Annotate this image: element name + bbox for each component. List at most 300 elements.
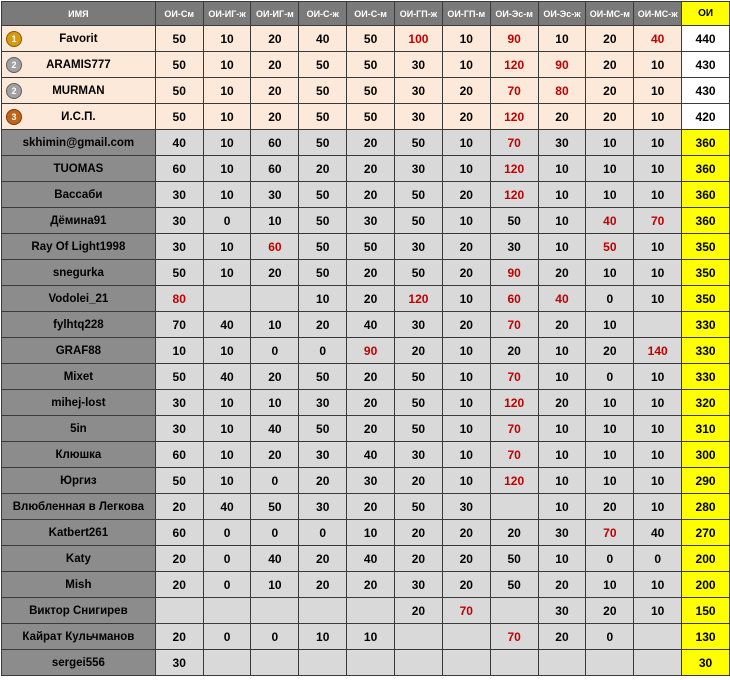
score-cell: 10 <box>634 104 682 130</box>
score-cell: 60 <box>251 130 299 156</box>
table-row <box>2 26 730 52</box>
score-cell: 10 <box>203 52 251 78</box>
score-cell: 70 <box>155 312 203 338</box>
score-cell: 10 <box>203 442 251 468</box>
score-cell: 10 <box>538 182 586 208</box>
score-cell: 20 <box>490 338 538 364</box>
score-cell: 20 <box>155 494 203 520</box>
score-cell: 50 <box>155 468 203 494</box>
score-cell: 10 <box>586 156 634 182</box>
col-header-oi-gp-zh: ОИ-ГП-ж <box>395 2 443 26</box>
player-name-text: И.С.П. <box>61 110 96 123</box>
score-cell: 20 <box>442 572 490 598</box>
total-cell: 330 <box>682 338 730 364</box>
table-row <box>2 234 730 260</box>
leaderboard <box>1 1 730 676</box>
score-cell: 120 <box>395 286 443 312</box>
score-cell: 20 <box>395 520 443 546</box>
score-cell: 50 <box>299 234 347 260</box>
score-cell: 10 <box>634 78 682 104</box>
score-cell: 20 <box>347 286 395 312</box>
score-cell <box>442 624 490 650</box>
score-cell: 20 <box>490 520 538 546</box>
table-row <box>2 286 730 312</box>
score-cell: 120 <box>490 182 538 208</box>
score-cell: 20 <box>586 78 634 104</box>
score-cell: 20 <box>347 156 395 182</box>
table-row <box>2 130 730 156</box>
score-cell: 90 <box>538 52 586 78</box>
score-cell: 10 <box>634 494 682 520</box>
score-cell <box>203 598 251 624</box>
score-cell: 20 <box>347 364 395 390</box>
score-cell: 10 <box>586 416 634 442</box>
score-cell: 20 <box>347 494 395 520</box>
score-cell: 20 <box>299 572 347 598</box>
score-cell <box>299 598 347 624</box>
score-cell <box>347 650 395 676</box>
score-cell: 20 <box>586 598 634 624</box>
score-cell: 10 <box>251 572 299 598</box>
score-cell: 0 <box>251 520 299 546</box>
player-name-text: skhimin@gmail.com <box>22 136 135 149</box>
score-cell: 10 <box>634 364 682 390</box>
score-cell: 80 <box>538 78 586 104</box>
score-cell: 140 <box>634 338 682 364</box>
player-name <box>2 52 156 78</box>
table-row <box>2 182 730 208</box>
player-name <box>2 520 156 546</box>
player-name-text: Кайрат Кульчманов <box>22 630 135 643</box>
score-cell: 10 <box>634 572 682 598</box>
score-cell: 10 <box>203 130 251 156</box>
score-cell: 120 <box>490 52 538 78</box>
score-cell: 30 <box>155 390 203 416</box>
score-cell: 10 <box>155 338 203 364</box>
player-name <box>2 442 156 468</box>
score-cell: 40 <box>538 286 586 312</box>
score-cell: 50 <box>155 52 203 78</box>
score-cell: 20 <box>347 182 395 208</box>
total-cell: 350 <box>682 234 730 260</box>
score-cell <box>203 650 251 676</box>
table-row <box>2 572 730 598</box>
col-header-oi-ig-zh: ОИ-ИГ-ж <box>203 2 251 26</box>
score-cell: 10 <box>251 312 299 338</box>
player-name-text: Влюбленная в Легкова <box>12 500 145 513</box>
player-name <box>2 130 156 156</box>
score-cell: 40 <box>203 494 251 520</box>
score-cell: 20 <box>347 130 395 156</box>
score-cell: 10 <box>442 468 490 494</box>
score-cell <box>203 286 251 312</box>
score-cell: 30 <box>395 78 443 104</box>
player-name <box>2 598 156 624</box>
total-cell: 130 <box>682 624 730 650</box>
score-cell: 10 <box>538 442 586 468</box>
player-name-text: GRAF88 <box>55 344 102 357</box>
score-cell: 10 <box>251 390 299 416</box>
score-cell: 70 <box>490 312 538 338</box>
score-cell: 10 <box>347 520 395 546</box>
score-cell: 90 <box>490 26 538 52</box>
score-cell: 10 <box>586 182 634 208</box>
score-cell: 50 <box>490 546 538 572</box>
total-cell: 360 <box>682 208 730 234</box>
score-cell: 20 <box>442 260 490 286</box>
table-row <box>2 156 730 182</box>
score-cell: 0 <box>299 520 347 546</box>
score-cell: 70 <box>586 520 634 546</box>
score-cell: 20 <box>347 416 395 442</box>
player-name-text: fylhtq228 <box>53 318 104 331</box>
score-cell: 0 <box>251 338 299 364</box>
player-name-text: Favorit <box>59 32 98 45</box>
score-cell: 10 <box>538 26 586 52</box>
score-cell: 30 <box>299 494 347 520</box>
player-name-text: Вассаби <box>54 188 103 201</box>
score-cell: 10 <box>634 416 682 442</box>
score-cell: 70 <box>634 208 682 234</box>
score-cell: 20 <box>251 442 299 468</box>
total-cell: 420 <box>682 104 730 130</box>
score-cell: 50 <box>395 416 443 442</box>
player-name <box>2 182 156 208</box>
score-cell: 30 <box>395 104 443 130</box>
score-cell: 70 <box>490 416 538 442</box>
score-cell: 10 <box>203 234 251 260</box>
table-row <box>2 416 730 442</box>
score-cell: 70 <box>490 130 538 156</box>
score-cell: 30 <box>395 442 443 468</box>
score-cell: 50 <box>299 260 347 286</box>
col-header-oi-s-zh: ОИ-С-ж <box>299 2 347 26</box>
score-cell: 50 <box>299 130 347 156</box>
player-name-text: Vodolei_21 <box>48 292 109 305</box>
score-cell: 0 <box>299 338 347 364</box>
score-cell: 30 <box>155 208 203 234</box>
score-cell: 20 <box>251 104 299 130</box>
score-cell <box>347 598 395 624</box>
score-cell: 120 <box>490 468 538 494</box>
score-cell: 10 <box>634 156 682 182</box>
score-cell: 30 <box>395 234 443 260</box>
score-cell: 30 <box>395 52 443 78</box>
player-name <box>2 468 156 494</box>
player-name <box>2 156 156 182</box>
player-name-text: snegurka <box>52 266 104 279</box>
col-header-oi-es-zh: ОИ-Эс-ж <box>538 2 586 26</box>
score-cell: 40 <box>347 442 395 468</box>
score-cell: 40 <box>251 546 299 572</box>
score-cell: 10 <box>634 260 682 286</box>
score-cell: 40 <box>155 130 203 156</box>
score-cell: 20 <box>586 52 634 78</box>
total-cell: 310 <box>682 416 730 442</box>
player-name <box>2 572 156 598</box>
score-cell: 10 <box>634 286 682 312</box>
col-header-total: ОИ <box>682 2 730 26</box>
score-cell: 70 <box>490 442 538 468</box>
score-cell <box>490 494 538 520</box>
score-cell: 90 <box>347 338 395 364</box>
player-name-text: TUOMAS <box>53 162 104 175</box>
score-cell <box>251 598 299 624</box>
score-cell: 30 <box>395 572 443 598</box>
total-cell: 150 <box>682 598 730 624</box>
score-cell: 30 <box>251 182 299 208</box>
score-cell: 20 <box>586 494 634 520</box>
score-cell: 50 <box>395 494 443 520</box>
score-cell: 70 <box>442 598 490 624</box>
player-name <box>2 26 156 52</box>
score-cell: 20 <box>538 260 586 286</box>
header-row <box>2 2 730 26</box>
score-cell: 40 <box>251 416 299 442</box>
score-cell: 60 <box>251 156 299 182</box>
score-cell: 10 <box>203 260 251 286</box>
score-cell: 60 <box>251 234 299 260</box>
score-cell: 50 <box>299 416 347 442</box>
score-cell: 50 <box>490 208 538 234</box>
score-cell: 20 <box>395 338 443 364</box>
score-cell: 30 <box>347 208 395 234</box>
col-header-oi-es-m: ОИ-Эс-м <box>490 2 538 26</box>
total-cell: 300 <box>682 442 730 468</box>
score-cell: 10 <box>538 338 586 364</box>
col-header-oi-ms-m: ОИ-МС-м <box>586 2 634 26</box>
score-cell: 40 <box>586 208 634 234</box>
score-cell: 20 <box>155 624 203 650</box>
score-cell: 0 <box>203 624 251 650</box>
table-row <box>2 624 730 650</box>
medal-icon: 3 <box>6 109 22 125</box>
score-cell: 10 <box>538 416 586 442</box>
total-cell: 440 <box>682 26 730 52</box>
score-cell: 10 <box>538 468 586 494</box>
score-cell: 10 <box>203 390 251 416</box>
player-name-text: Юргиз <box>60 474 97 487</box>
score-cell: 60 <box>155 442 203 468</box>
player-name <box>2 494 156 520</box>
score-cell: 20 <box>538 390 586 416</box>
score-cell: 10 <box>538 234 586 260</box>
score-cell: 10 <box>442 286 490 312</box>
score-cell: 10 <box>203 104 251 130</box>
score-cell: 20 <box>538 104 586 130</box>
score-cell: 20 <box>251 260 299 286</box>
score-cell <box>251 286 299 312</box>
score-cell: 120 <box>490 104 538 130</box>
player-name-text: Mixet <box>63 370 94 383</box>
score-cell: 50 <box>299 52 347 78</box>
score-cell: 20 <box>538 624 586 650</box>
player-name-text: Katbert261 <box>48 526 109 539</box>
table-row <box>2 650 730 676</box>
score-cell: 30 <box>299 442 347 468</box>
score-cell: 10 <box>634 390 682 416</box>
score-cell: 20 <box>442 546 490 572</box>
player-name-text: sergei556 <box>51 656 105 669</box>
score-cell: 20 <box>251 364 299 390</box>
score-cell: 20 <box>155 546 203 572</box>
score-cell <box>634 312 682 338</box>
score-cell: 10 <box>203 182 251 208</box>
score-cell <box>299 650 347 676</box>
score-cell: 50 <box>586 234 634 260</box>
score-cell: 20 <box>395 598 443 624</box>
score-cell: 10 <box>538 546 586 572</box>
score-cell: 0 <box>586 624 634 650</box>
score-cell: 0 <box>586 364 634 390</box>
score-cell <box>490 650 538 676</box>
score-cell: 50 <box>395 130 443 156</box>
col-header-name: ИМЯ <box>2 2 156 26</box>
table-row <box>2 78 730 104</box>
score-cell: 20 <box>442 312 490 338</box>
table-row <box>2 468 730 494</box>
score-cell: 20 <box>299 546 347 572</box>
total-cell: 360 <box>682 156 730 182</box>
score-cell: 10 <box>203 78 251 104</box>
score-cell: 20 <box>299 468 347 494</box>
score-cell: 10 <box>538 494 586 520</box>
player-name-text: 5in <box>70 422 87 435</box>
score-cell: 30 <box>490 234 538 260</box>
player-name <box>2 416 156 442</box>
score-cell: 10 <box>203 26 251 52</box>
score-cell: 0 <box>251 468 299 494</box>
score-cell: 50 <box>490 572 538 598</box>
score-cell: 60 <box>490 286 538 312</box>
score-cell: 50 <box>395 390 443 416</box>
col-header-oi-ms-zh: ОИ-МС-ж <box>634 2 682 26</box>
score-cell: 120 <box>490 156 538 182</box>
player-name <box>2 208 156 234</box>
score-cell: 30 <box>347 468 395 494</box>
score-cell: 40 <box>634 520 682 546</box>
score-cell <box>395 650 443 676</box>
score-cell: 0 <box>586 546 634 572</box>
score-cell: 20 <box>299 156 347 182</box>
score-cell: 20 <box>395 546 443 572</box>
score-cell: 20 <box>347 260 395 286</box>
score-cell <box>538 650 586 676</box>
score-cell: 20 <box>395 468 443 494</box>
score-cell: 10 <box>586 130 634 156</box>
score-cell <box>155 598 203 624</box>
player-name-text: Mish <box>65 578 92 591</box>
total-cell: 30 <box>682 650 730 676</box>
score-cell: 20 <box>299 312 347 338</box>
score-cell: 30 <box>155 182 203 208</box>
total-cell: 330 <box>682 312 730 338</box>
score-cell: 20 <box>251 78 299 104</box>
player-name-text: Клюшка <box>55 448 102 461</box>
score-cell: 30 <box>155 650 203 676</box>
score-cell: 10 <box>442 52 490 78</box>
score-cell: 50 <box>347 234 395 260</box>
score-cell: 90 <box>490 260 538 286</box>
table-row <box>2 546 730 572</box>
score-cell: 20 <box>347 390 395 416</box>
score-cell: 50 <box>347 104 395 130</box>
score-cell: 10 <box>634 234 682 260</box>
score-cell: 50 <box>395 208 443 234</box>
score-cell: 50 <box>299 78 347 104</box>
score-cell: 10 <box>442 338 490 364</box>
player-name <box>2 390 156 416</box>
score-cell: 10 <box>586 260 634 286</box>
score-cell: 50 <box>299 104 347 130</box>
score-cell: 10 <box>203 468 251 494</box>
total-cell: 350 <box>682 286 730 312</box>
total-cell: 320 <box>682 390 730 416</box>
score-cell: 10 <box>538 364 586 390</box>
score-cell <box>251 650 299 676</box>
score-cell: 10 <box>586 312 634 338</box>
table-row <box>2 338 730 364</box>
score-cell: 30 <box>299 390 347 416</box>
score-cell: 50 <box>395 260 443 286</box>
score-cell: 50 <box>347 78 395 104</box>
player-name <box>2 364 156 390</box>
table-row <box>2 260 730 286</box>
score-cell: 20 <box>347 572 395 598</box>
table-row <box>2 364 730 390</box>
table-row <box>2 598 730 624</box>
score-cell: 10 <box>586 468 634 494</box>
player-name <box>2 650 156 676</box>
score-cell: 10 <box>203 416 251 442</box>
score-cell: 60 <box>155 156 203 182</box>
player-name <box>2 78 156 104</box>
medal-icon: 1 <box>6 31 22 47</box>
score-cell: 10 <box>203 338 251 364</box>
player-name-text: Виктор Снигирев <box>29 604 128 617</box>
score-cell <box>490 598 538 624</box>
player-name <box>2 338 156 364</box>
score-cell: 0 <box>203 520 251 546</box>
score-cell: 40 <box>203 312 251 338</box>
score-cell: 20 <box>538 572 586 598</box>
player-name <box>2 286 156 312</box>
score-cell: 30 <box>538 520 586 546</box>
score-cell: 40 <box>203 364 251 390</box>
score-cell: 30 <box>155 234 203 260</box>
score-cell: 0 <box>251 624 299 650</box>
score-cell: 60 <box>155 520 203 546</box>
score-cell: 10 <box>442 156 490 182</box>
score-cell: 10 <box>251 208 299 234</box>
score-cell: 50 <box>347 26 395 52</box>
score-cell: 30 <box>442 494 490 520</box>
score-cell: 10 <box>538 156 586 182</box>
player-name <box>2 260 156 286</box>
score-cell: 10 <box>442 26 490 52</box>
table-row <box>2 52 730 78</box>
score-cell: 50 <box>395 364 443 390</box>
medal-icon: 2 <box>6 83 22 99</box>
score-cell: 40 <box>347 312 395 338</box>
score-cell: 120 <box>490 390 538 416</box>
score-cell: 70 <box>490 364 538 390</box>
score-cell: 20 <box>251 26 299 52</box>
player-name <box>2 104 156 130</box>
score-cell: 10 <box>442 416 490 442</box>
score-cell: 30 <box>395 156 443 182</box>
total-cell: 360 <box>682 182 730 208</box>
